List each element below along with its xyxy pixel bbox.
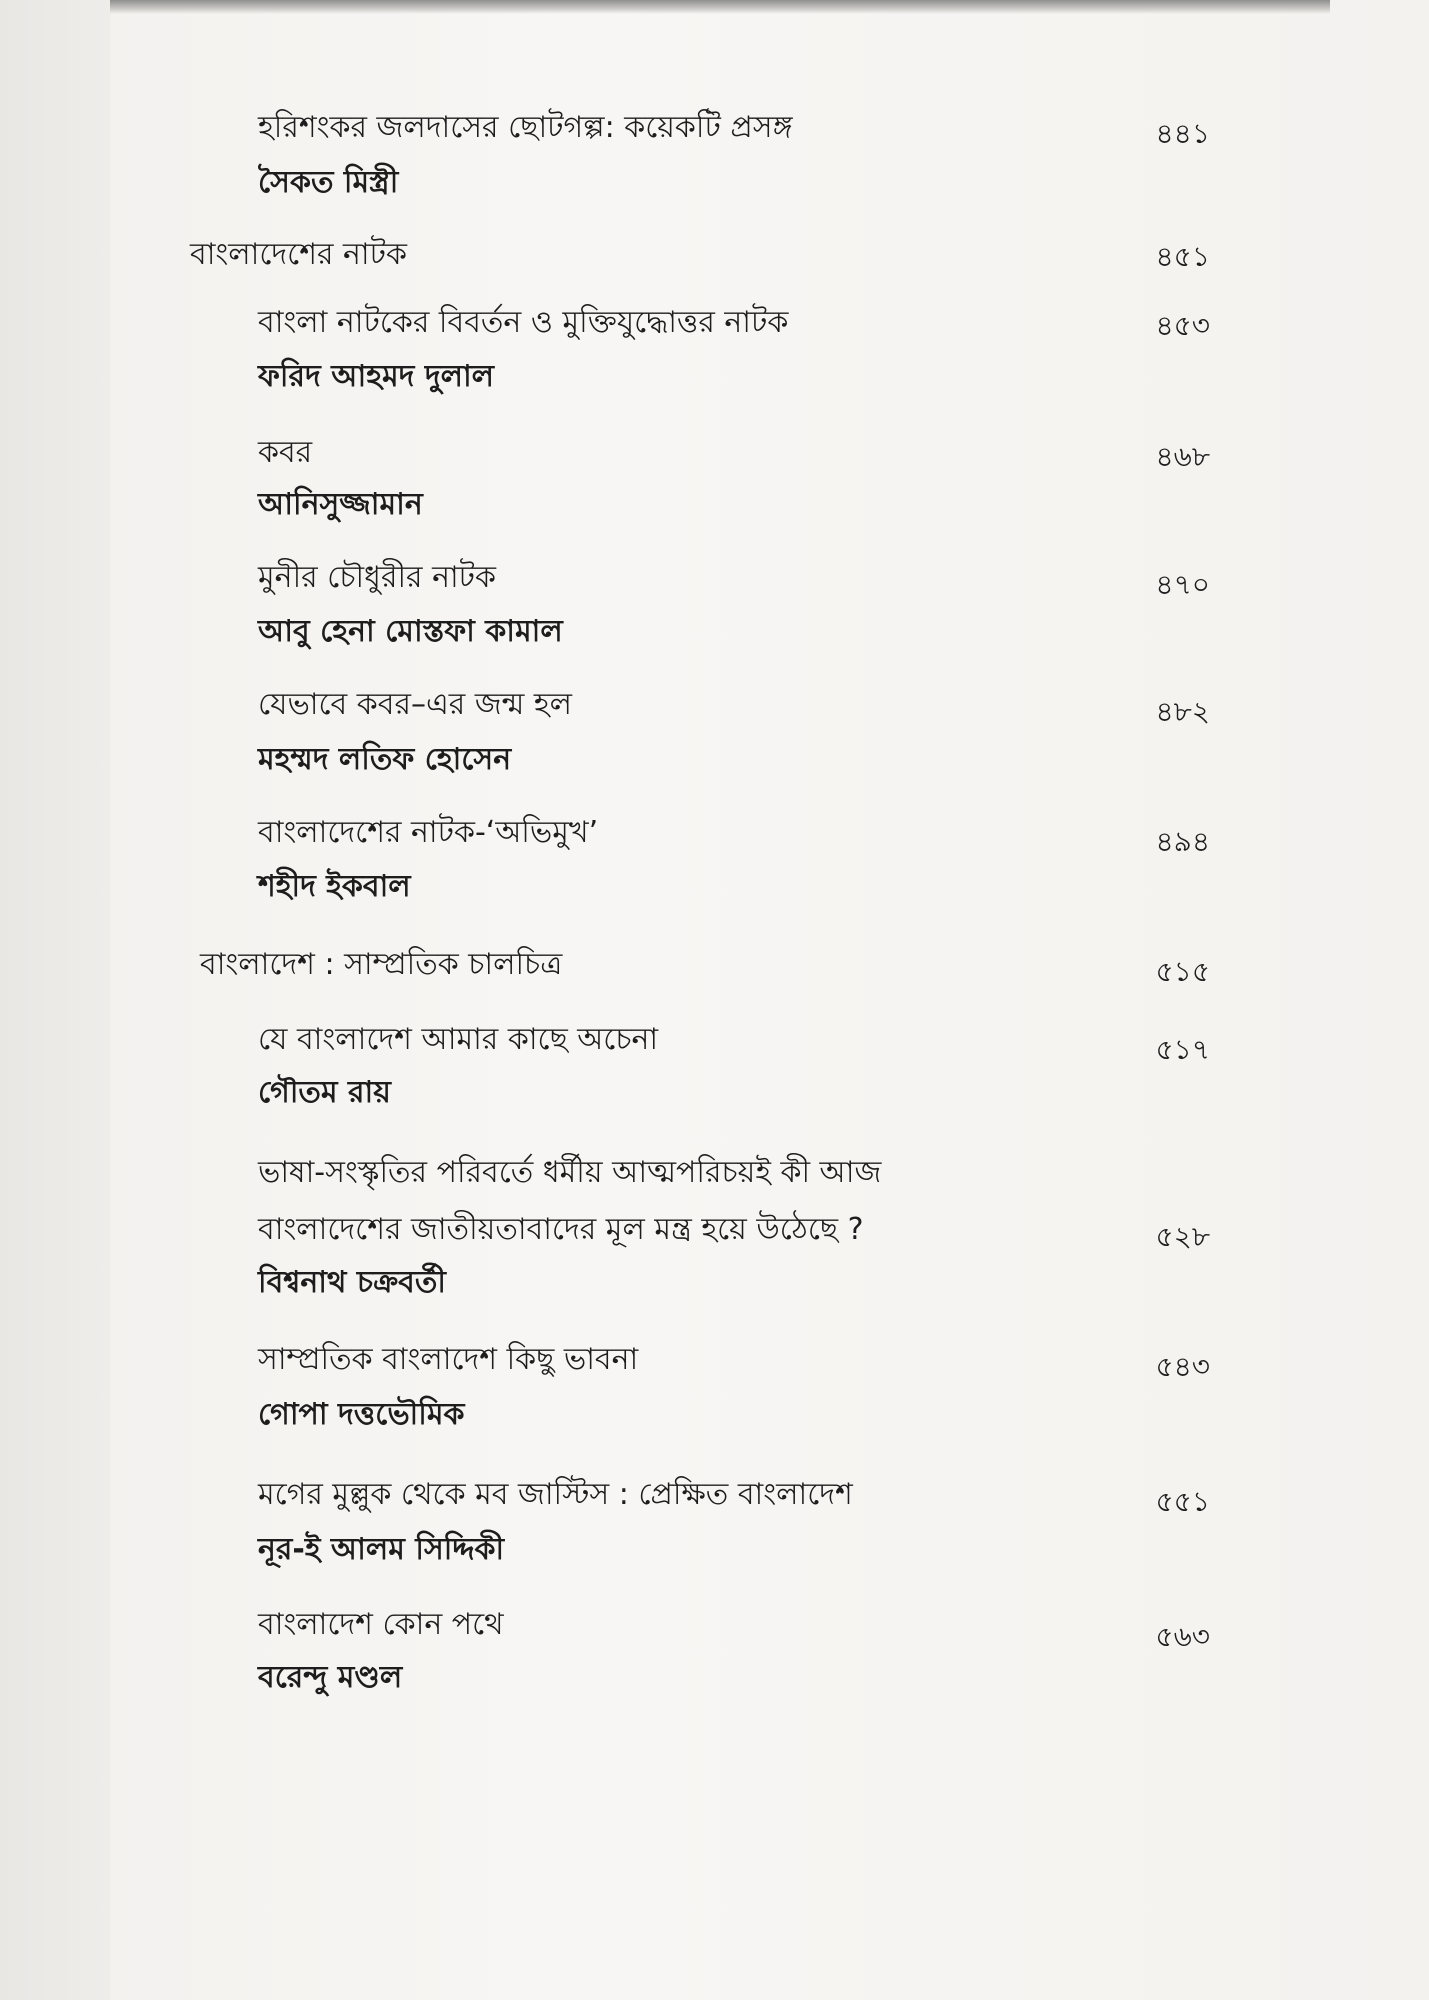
toc-entry-title-line2: বাংলাদেশের জাতীয়তাবাদের মূল মন্ত্র হয়ে উঠেছে ?	[258, 1212, 864, 1247]
toc-entry-author: সৈকত মিস্ত্রী	[258, 165, 399, 200]
toc-entry-title: সাম্প্রতিক বাংলাদেশ কিছু ভাবনা	[258, 1342, 639, 1377]
toc-entry-title: ভাষা-সংস্কৃতির পরিবর্তে ধর্মীয় আত্মপরিচয়ই কী আজ	[258, 1155, 882, 1190]
toc-entry-author: গৌতম রায়	[258, 1075, 391, 1110]
toc-entry-author: নূর-ই আলম সিদ্দিকী	[258, 1532, 505, 1567]
toc-entry-title: যেভাবে কবর–এর জন্ম হল	[258, 687, 573, 722]
toc-entry-title: মুনীর চৌধুরীর নাটক	[258, 560, 497, 595]
toc-entry-page: ৪৫৩	[1155, 309, 1210, 342]
toc-entry-title: বাংলাদেশ কোন পথে	[258, 1607, 504, 1642]
toc-entry-author: আবু হেনা মোস্তফা কামাল	[258, 614, 563, 649]
toc-entry-author: শহীদ ইকবাল	[258, 869, 411, 904]
toc-entry-page: ৪৪১	[1155, 117, 1210, 150]
toc-entry-title: হরিশংকর জলদাসের ছোটগল্প: কয়েকটি প্রসঙ্গ	[258, 110, 793, 145]
toc-entry-author: ফরিদ আহমদ দুলাল	[258, 359, 494, 394]
toc-section-page: ৫১৫	[1155, 955, 1210, 988]
toc-entry-page: ৫৬৩	[1155, 1620, 1210, 1653]
toc-entry-page: ৫৪৩	[1155, 1350, 1210, 1383]
toc-entry-author: গোপা দত্তভৌমিক	[258, 1397, 465, 1432]
toc-entry-page: ৪৬৮	[1155, 440, 1210, 473]
toc-entry-author: আনিসুজ্জামান	[258, 487, 423, 522]
toc-section-page: ৪৫১	[1155, 240, 1210, 273]
toc-entry-title: যে বাংলাদেশ আমার কাছে অচেনা	[258, 1022, 659, 1057]
toc-section-heading: বাংলাদেশ : সাম্প্রতিক চালচিত্র	[200, 947, 563, 982]
toc-entry-page: ৪৭০	[1155, 568, 1210, 601]
toc-entry-page: ৫৫১	[1155, 1485, 1210, 1518]
toc-entry-author: বরেন্দু মণ্ডল	[258, 1660, 403, 1695]
toc-entry-page: ৫১৭	[1155, 1033, 1210, 1066]
toc-entry-author: বিশ্বনাথ চক্রবর্তী	[258, 1265, 446, 1300]
toc-entry-page: ৫২৮	[1155, 1220, 1210, 1253]
page-gutter	[0, 0, 110, 2000]
toc-entry-page: ৪৮২	[1155, 695, 1210, 728]
toc-entry-title: বাংলা নাটকের বিবর্তন ও মুক্তিযুদ্ধোত্তর নাটক	[258, 305, 789, 340]
toc-section-heading: বাংলাদেশের নাটক	[190, 237, 407, 272]
toc-entry-title: মগের মুল্লুক থেকে মব জাস্টিস : প্রেক্ষিত বাংলাদেশ	[258, 1477, 853, 1512]
toc-entry-title: কবর	[258, 435, 313, 470]
page-top-shadow	[110, 0, 1330, 14]
toc-entry-page: ৪৯৪	[1155, 825, 1210, 858]
toc-entry-title: বাংলাদেশের নাটক-‘অভিমুখ’	[258, 815, 599, 850]
toc-entry-author: মহম্মদ লতিফ হোসেন	[258, 742, 512, 777]
